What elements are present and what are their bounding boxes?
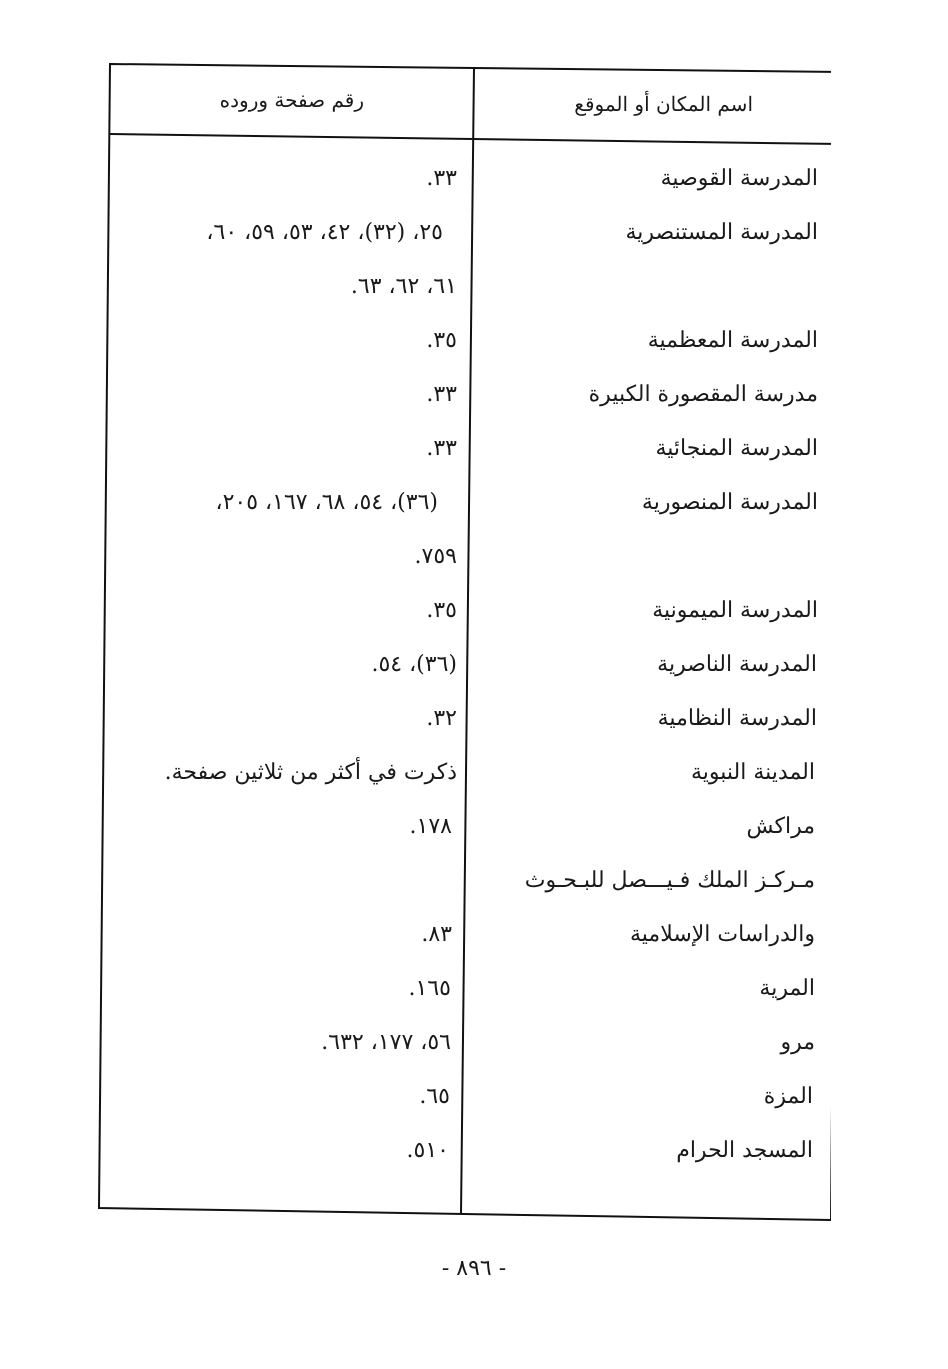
page-number: - ٨٩٦ - (441, 1256, 507, 1281)
row-place: المدينة النبوية (690, 760, 815, 785)
index-table (98, 62, 831, 1222)
header-place: اسم المكان أو الموقع (574, 92, 753, 116)
row-place: المدرسة الميمونية (652, 598, 818, 623)
row-place: المدرسة النظامية (657, 706, 817, 731)
row-place: المسجد الحرام (676, 1138, 813, 1163)
row-pages: ١٧٨. (409, 814, 452, 839)
row-pages: ٥٦، ١٧٧، ٦٣٢. (321, 1030, 451, 1055)
row-place: مرو (780, 1030, 815, 1055)
row-place: مراكش (746, 814, 815, 839)
row-place: المدرسة المعظمية (647, 328, 818, 353)
row-pages: ذكرت في أكثر من ثلاثين صفحة. (164, 760, 457, 785)
row-pages: ٦١، ٦٢، ٦٣. (350, 274, 457, 299)
row-place: المدرسة الناصرية (657, 652, 817, 677)
row-place: المدرسة المنصورية (641, 490, 818, 515)
row-pages: (٣٦)، ٥٤. (371, 652, 457, 677)
row-pages: ٥١٠. (406, 1138, 449, 1163)
row-place: المزة (763, 1084, 813, 1109)
row-pages: ٨٣. (421, 922, 452, 947)
row-pages: (٣٦)، ٥٤، ٦٨، ١٦٧، ٢٠٥، (215, 490, 438, 515)
row-place: مـركـز الملك فـيـــصل للبـحـوث (524, 868, 815, 893)
row-pages: ٢٥، (٣٢)، ٤٢، ٥٣، ٥٩، ٦٠، (206, 220, 443, 245)
header-pages: رقم صفحة وروده (219, 88, 364, 112)
row-place: المرية (759, 976, 815, 1001)
row-pages: ٦٥. (419, 1084, 450, 1109)
row-place: المدرسة المستنصرية (625, 220, 818, 245)
row-pages: ٣٣. (426, 382, 457, 407)
row-place: والدراسات الإسلامية (629, 922, 815, 947)
row-pages: ٣٣. (426, 436, 457, 461)
row-pages: ٣٥. (426, 328, 457, 353)
row-pages: ٣٥. (426, 598, 457, 623)
row-pages: ١٦٥. (408, 976, 451, 1001)
row-place: المدرسة المنجائية (655, 436, 818, 461)
row-place: المدرسة القوصية (660, 166, 818, 191)
row-pages: ٧٥٩. (414, 544, 457, 569)
row-pages: ٣٢. (426, 706, 457, 731)
row-place: مدرسة المقصورة الكبيرة (588, 382, 818, 407)
row-pages: ٣٣. (426, 166, 457, 191)
